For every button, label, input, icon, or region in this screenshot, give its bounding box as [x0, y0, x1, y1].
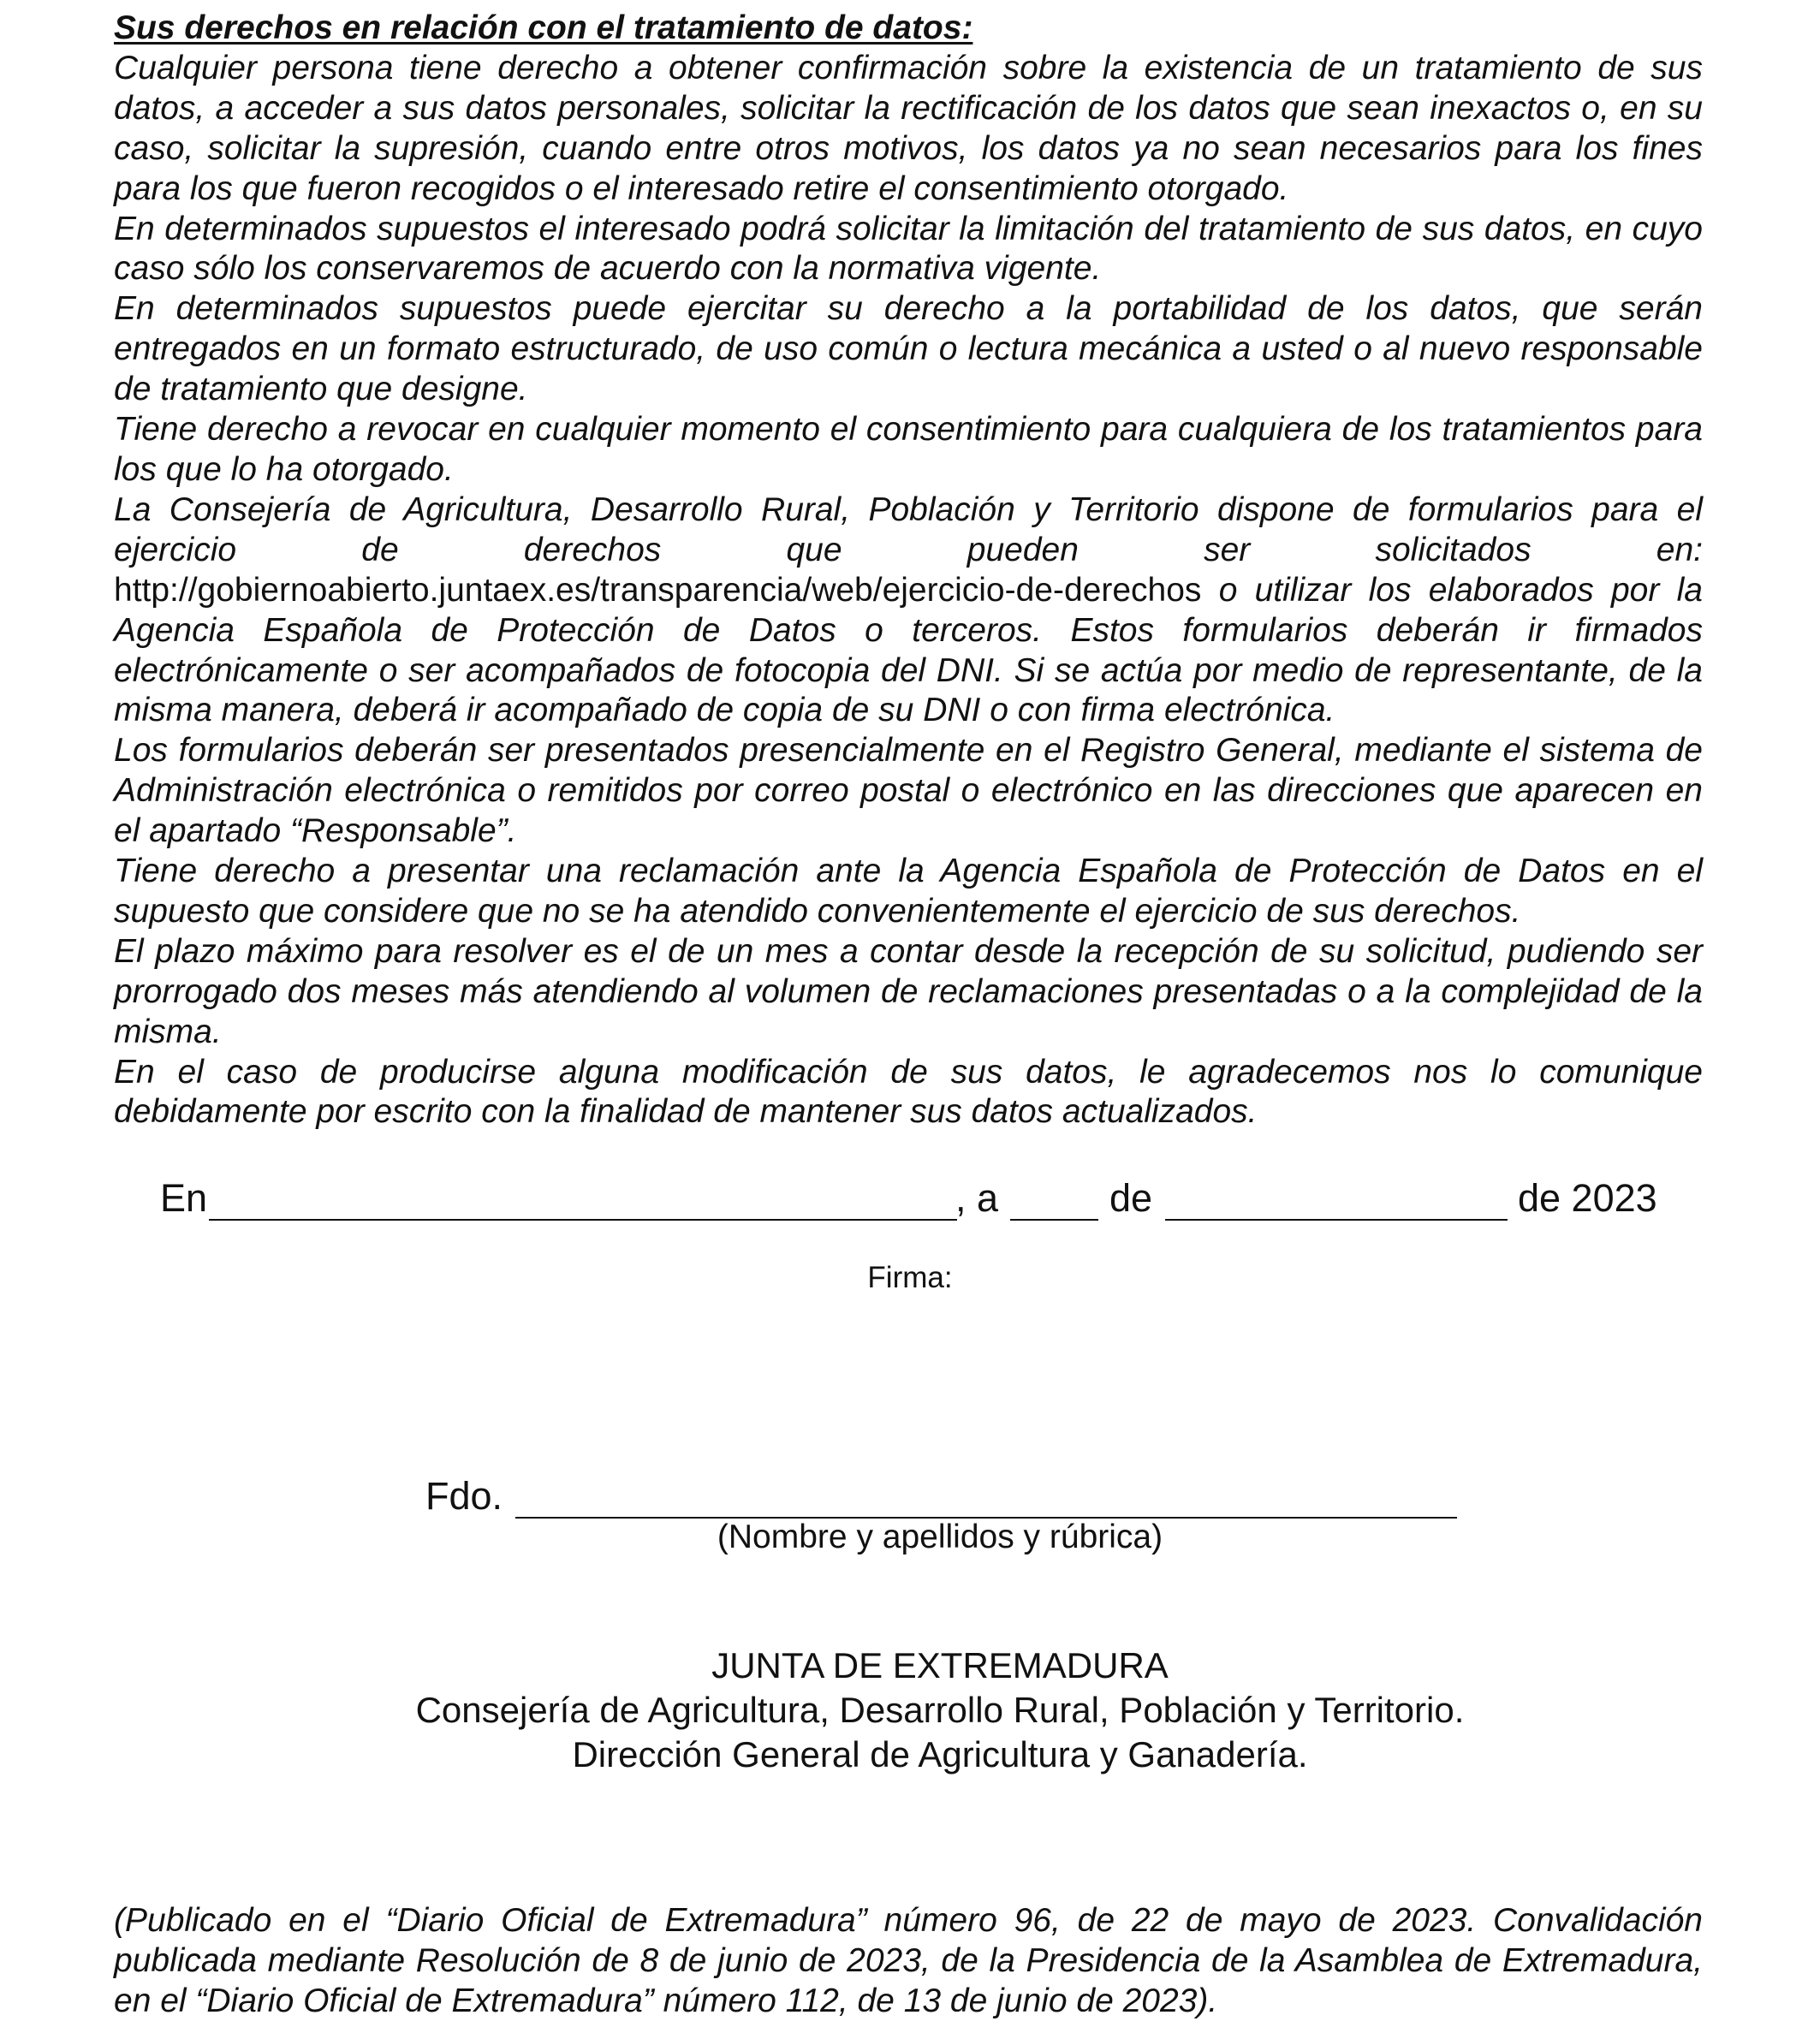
- date-year-label: de 2023: [1518, 1176, 1657, 1220]
- date-day-label: , a: [955, 1176, 999, 1220]
- fdo-caption: (Nombre y apellidos y rúbrica): [717, 1519, 1163, 1555]
- organization-directorate: Dirección General de Agricultura y Ganadería.: [572, 1734, 1308, 1774]
- organization-name: JUNTA DE EXTREMADURA: [711, 1645, 1169, 1685]
- rights-paragraph-access: Cualquier persona tiene derecho a obtener confirmación sobre la existencia de un tratamiento de sus datos, a acceder a sus datos personales, solicitar la rectificación de los datos que sean inexactos o, en su caso, solicitar la supresión, cuando entre otros motivos, los datos ya no sean necesarios para los fines para los que fueron recogidos o el interesado retire el consentimiento otorgado.: [114, 49, 1703, 207]
- rights-paragraph-complaint: Tiene derecho a presentar una reclamación ante la Agencia Española de Protección de Datos en el supuesto que considere que no se ha atendido convenientemente el ejercicio de sus derechos.: [114, 853, 1703, 930]
- place-blank-field[interactable]: [209, 1219, 957, 1221]
- date-month-label: de: [1109, 1176, 1153, 1220]
- date-place-label: En: [160, 1176, 208, 1220]
- rights-paragraph-submission: Los formularios deberán ser presentados presencialmente en el Registro General, mediante el sistema de Administración electrónica o remitidos por correo postal o electrónico en las direcciones que aparecen en el apartado “Responsable”.: [114, 732, 1703, 850]
- rights-section: [114, 9, 1703, 1132]
- rights-paragraph-portability: En determinados supuestos puede ejercitar su derecho a la portabilidad de los datos, que serán entregados en un formato estructurado, de uso común o lectura mecánica a usted o al nuevo responsable de tratamiento que designe.: [114, 290, 1703, 408]
- month-blank-field[interactable]: [1165, 1219, 1508, 1221]
- rights-paragraph-forms: [114, 490, 1703, 731]
- fdo-label: Fdo.: [425, 1474, 503, 1518]
- rights-heading: [114, 9, 1703, 49]
- publication-note: (Publicado en el “Diario Oficial de Extremadura” número 96, de 22 de mayo de 2023. Convalidación publicada mediante Resolución de 8 de junio de 2023, de la Presidencia de la Asamblea de Extremadura, en el “Diario Oficial de Extremadura” número 112, de 13 de junio de 2023).: [114, 1902, 1703, 2019]
- forms-text-before: La Consejería de Agricultura, Desarrollo Rural, Población y Territorio dispone de formularios para el ejercicio de derechos que pueden ser solicitados en:: [114, 490, 1703, 568]
- forms-text-after: o utilizar los elaborados por la Agencia Española de Protección de Datos o terceros. Estos formularios deberán ir firmados electrónicamente o ser acompañados de fotocopia del DNI. Si se actúa por medio de representante, de la misma manera, deberá ir acompañado de copia de su DNI o con firma electrónica.: [114, 571, 1703, 729]
- rights-paragraph-limitation: En determinados supuestos el interesado podrá solicitar la limitación del tratamiento de sus datos, en cuyo caso sólo los conservaremos de acuerdo con la normativa vigente.: [114, 210, 1703, 288]
- firma-label: Firma:: [867, 1261, 953, 1294]
- rights-paragraph-revocation: Tiene derecho a revocar en cualquier momento el consentimiento para cualquiera de los tratamientos para los que lo ha otorgado.: [114, 411, 1703, 488]
- rights-heading-text: Sus derechos en relación con el tratamiento de datos:: [114, 9, 973, 46]
- rights-paragraph-deadline: El plazo máximo para resolver es el de un mes a contar desde la recepción de su solicitud, pudiendo ser prorrogado dos meses más atendiendo al volumen de reclamaciones presentadas o a la complejidad de la misma.: [114, 932, 1703, 1050]
- rights-forms-link[interactable]: http://gobiernoabierto.juntaex.es/transparencia/web/ejercicio-de-derechos: [114, 571, 1202, 609]
- rights-paragraph-updates: En el caso de producirse alguna modificación de sus datos, le agradecemos nos lo comunique debidamente por escrito con la finalidad de mantener sus datos actualizados.: [114, 1053, 1703, 1131]
- day-blank-field[interactable]: [1010, 1219, 1098, 1221]
- organization-department: Consejería de Agricultura, Desarrollo Rural, Población y Territorio.: [415, 1690, 1465, 1730]
